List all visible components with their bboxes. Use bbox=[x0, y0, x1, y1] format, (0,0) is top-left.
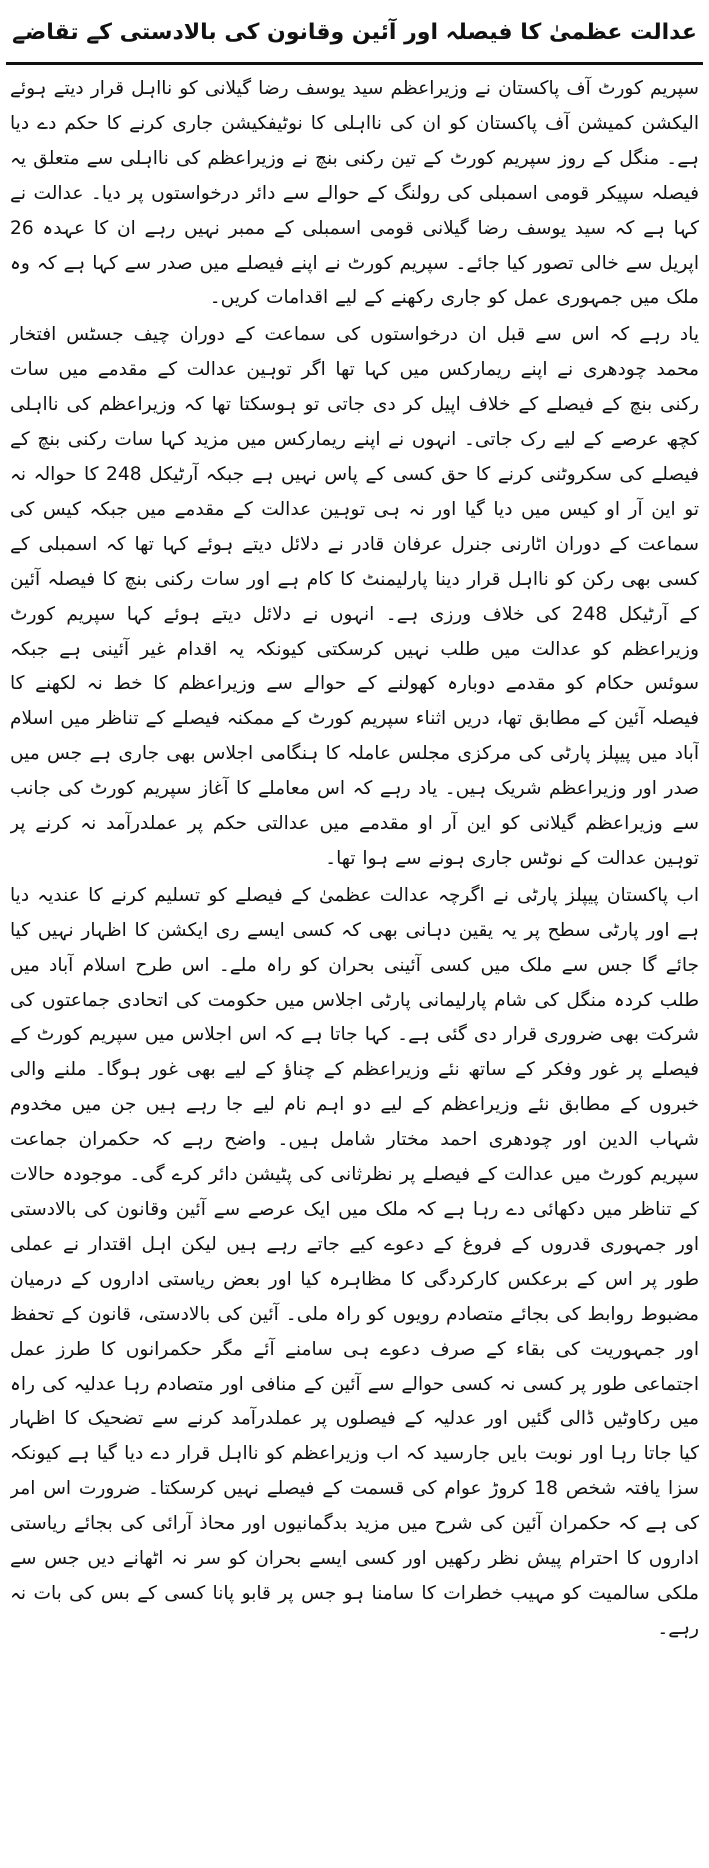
headline-bar bbox=[6, 4, 703, 65]
headline: عدالت عظمیٰ کا فیصلہ اور آئین وقانون کی بالادستی کے تقاضے bbox=[12, 20, 697, 46]
paragraph-3: اب پاکستان پیپلز پارٹی نے اگرچہ عدالت عظمیٰ کے فیصلے کو تسلیم کرنے کا عندیہ دیا ہے اور پارٹی سطح پر یہ یقین دہانی بھی کہ کسی ایسے ری ایکشن کا اظہار نہیں کیا جائے گا جس سے ملک میں کسی آئینی بحران کو راہ ملے۔ اس طرح اسلام آباد میں طلب کردہ منگل کی شام پارلیمانی پارٹی اجلاس میں حکومت کی اتحادی جماعتوں کی شرکت بھی ضروری قرار دی گئی ہے۔ کہا جاتا ہے کہ اس اجلاس میں سپریم کورٹ کے فیصلے پر غور وفکر کے ساتھ نئے وزیراعظم کے چناؤ کے لیے بھی غور ہوگا۔ ملنے والی خبروں کے مطابق نئے وزیراعظم کے لیے دو اہم نام لیے جا رہے ہیں جن میں مخدوم شہاب الدین اور چودھری احمد مختار شامل ہیں۔ واضح رہے کہ حکمران جماعت سپریم کورٹ میں عدالت کے فیصلے پر نظرثانی کی پٹیشن دائر کرے گی۔ موجودہ حالات کے تناظر میں دکھائی دے رہا ہے کہ ملک میں ایک عرصے سے آئین وقانون کی بالادستی اور جمہوری قدروں کے فروغ کے دعوے کیے جاتے رہے ہیں لیکن اہل اقتدار نے عملی طور پر اس کے برعکس کارکردگی کا مظاہرہ کیا اور بعض ریاستی اداروں کے درمیان مضبوط روابط کی بجائے متصادم رویوں کو راہ ملی۔ آئین کی بالادستی، قانون کے تحفظ اور جمہوریت کی بقاء کے صرف دعوے ہی سامنے آئے مگر حکمرانوں کا طرز عمل اجتماعی طور پر کسی نہ کسی حوالے سے آئین کے منافی اور متصادم رہا عدلیہ کی راہ میں رکاوٹیں ڈالی گئیں اور عدلیہ کے فیصلوں پر عملدرآمد کرنے سے تضحیک کا اظہار کیا جاتا رہا اور نوبت بایں جارسید کہ اب وزیراعظم کو نااہل قرار دے دیا گیا ہے کیونکہ سزا یافتہ شخص 18 کروڑ عوام کی قسمت کے فیصلے نہیں کرسکتا۔ ضرورت اس امر کی ہے کہ حکمران آئین کی شرح میں مزید بدگمانیوں اور محاذ آرائی کی بجائے ریاستی اداروں کا احترام پیش نظر رکھیں اور کسی ایسے بحران کو سر نہ اٹھانے دیں جس سے ملکی سالمیت کو مہیب خطرات کا سامنا ہو جس پر قابو پانا کسی کے بس کی بات نہ رہے۔ bbox=[10, 884, 699, 1639]
paragraph-1: سپریم کورٹ آف پاکستان نے وزیراعظم سید یوسف رضا گیلانی کو نااہل قرار دیتے ہوئے الیکشن کمیشن آف پاکستان کو ان کی نااہلی کا نوٹیفکیشن جاری کرنے کا حکم دے دیا ہے۔ منگل کے روز سپریم کورٹ کے تین رکنی بنچ نے وزیراعظم کی نااہلی سے متعلق یہ فیصلہ سپیکر قومی اسمبلی کی رولنگ کے حوالے سے دائر درخواستوں پر دیا۔ عدالت نے کہا ہے کہ سید یوسف رضا گیلانی قومی اسمبلی کے ممبر نہیں رہے ان کا عہدہ 26 اپریل سے خالی تصور کیا جائے۔ سپریم کورٹ نے اپنے فیصلے میں صدر سے کہا ہے کہ وہ ملک میں جمہوری عمل کو جاری رکھنے کے لیے اقدامات کریں۔ bbox=[10, 78, 699, 309]
paragraph-2: یاد رہے کہ اس سے قبل ان درخواستوں کی سماعت کے دوران چیف جسٹس افتخار محمد چودھری نے اپنے ریمارکس میں کہا تھا اگر توہین عدالت کے مقدمے میں سات رکنی بنچ کے فیصلے کے خلاف اپیل کر دی جاتی تو ہوسکتا تھا کہ وزیراعظم کی نااہلی کچھ عرصے کے لیے رک جاتی۔ انہوں نے اپنے ریمارکس میں مزید کہا سات رکنی بنچ کے فیصلے کی سکروٹنی کرنے کا حق کسی کے پاس نہیں ہے جبکہ آرٹیکل 248 کا حوالہ نہ تو این آر او کیس میں دیا گیا اور نہ ہی توہین عدالت کے مقدمے میں جبکہ کیس کی سماعت کے دوران اٹارنی جنرل عرفان قادر نے دلائل دیتے ہوئے کہا تھا کہ اسمبلی کے کسی بھی رکن کو نااہل قرار دینا پارلیمنٹ کا کام ہے اور سات رکنی بنچ کا فیصلہ آئین کے آرٹیکل 248 کی خلاف ورزی ہے۔ انہوں نے دلائل دیتے ہوئے کہا سپریم کورٹ وزیراعظم کو عدالت میں طلب نہیں کرسکتی کیونکہ یہ اقدام غیر آئینی ہے جبکہ سوئس حکام کو مقدمے دوبارہ کھولنے کے حوالے سے وزیراعظم کا خط نہ لکھنے کا فیصلہ آئین کے مطابق تھا، دریں اثناء سپریم کورٹ کے ممکنہ فیصلے کے تناظر میں اسلام آباد میں پیپلز پارٹی کی مرکزی مجلس عاملہ کا ہنگامی اجلاس بھی جاری ہے جس میں صدر اور وزیراعظم شریک ہیں۔ یاد رہے کہ اس معاملے کا آغاز سپریم کورٹ کی جانب سے وزیراعظم گیلانی کو این آر او مقدمے میں عدالتی حکم پر عملدرآمد نہ کرنے پر توہین عدالت کے نوٹس جاری ہونے سے ہوا تھا۔ bbox=[10, 324, 699, 869]
article-body bbox=[10, 72, 699, 1862]
